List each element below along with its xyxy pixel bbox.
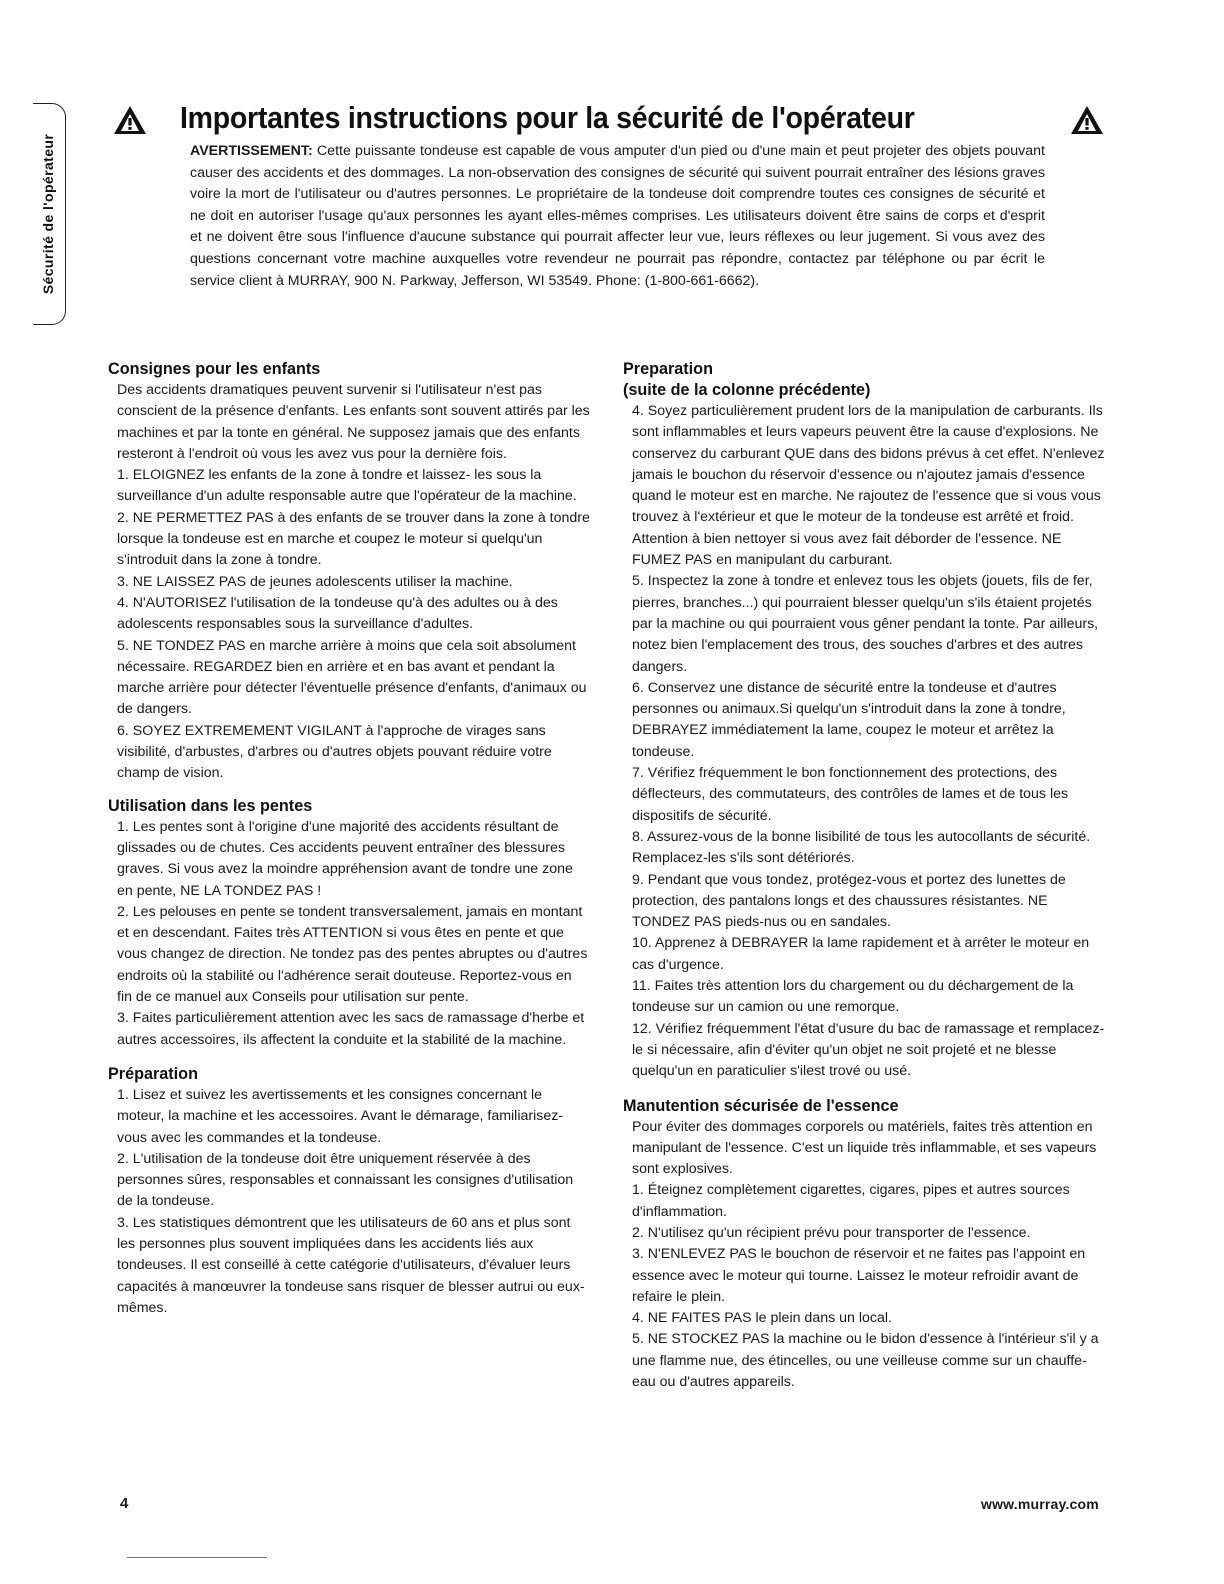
section-body-enfants xyxy=(108,380,590,785)
list-item: 4. N'AUTORISEZ l'utilisation de la tondeuse qu'à des adultes ou à des adolescents responsables sous la surveillance d'adultes. xyxy=(117,594,558,633)
list-item: 6. Conservez une distance de sécurité entre la tondeuse et d'autres personnes ou animaux.Si quelqu'un s'introduit dans la zone à tondre, DEBRAYEZ immédiatement la lame, coupez le moteur et arrêtez la tondeuse. xyxy=(632,679,1066,760)
bottom-rule xyxy=(127,1557,267,1558)
paragraph: Des accidents dramatiques peuvent survenir si l'utilisateur n'est pas conscient de la présence d'enfants. Les enfants sont souvent attirés par les machines et par la tonte en général. Ne supposez jamais que des enfants resteront à l'endroit où vous les avez vus pour la dernière fois. xyxy=(117,382,590,462)
list-item: 1. Les pentes sont à l'origine d'une majorité des accidents résultant de glissades ou de chutes. Ces accidents peuvent entraîner des blessures graves. Si vous avez la moindre appréhension avant de tondre une zone en pente, NE LA TONDEZ PAS ! xyxy=(117,818,573,899)
side-tab-label: Sécurité de l'opérateur xyxy=(40,133,57,295)
list-item: 12. Vérifiez fréquemment l'état d'usure du bac de ramassage et remplacez-le si nécessaire, afin d'éviter qu'un objet ne soit projeté et ne blesse quelqu'un en paraticulier s'ilest trové ou usé. xyxy=(632,1020,1105,1080)
page-number: 4 xyxy=(120,1495,129,1512)
section-subtitle-preparation-suite: (suite de la colonne précédente) xyxy=(623,381,871,399)
section-body-preparation-suite xyxy=(623,401,1105,1083)
list-item: 2. Les pelouses en pente se tondent transversalement, jamais en montant et en descendant. Faites très ATTENTION si vous êtes en pente et que vous changez de direction. Ne tondez pas des pentes abruptes ou d'autres endroits où la stabilité ou l'adhérence serait douteuse. Reportez-vous en fin de ce manuel aux Conseils pour utilisation sur pente. xyxy=(117,903,588,1006)
warning-label: AVERTISSEMENT: xyxy=(190,143,313,159)
list-item: 7. Vérifiez fréquemment le bon fonctionnement des protections, des déflecteurs, des commutateurs, des contrôles de lames et de tous les dispositifs de sécurité. xyxy=(632,765,1069,824)
list-item: 2. NE PERMETTEZ PAS à des enfants de se trouver dans la zone à tondre lorsque la tondeuse est en marche et coupez le moteur si quelqu'un s'introduit dans la zone à tondre. xyxy=(117,509,590,569)
list-item: 3. Faites particulièrement attention avec les sacs de ramassage d'herbe et autres accessoires, ils affectent la conduite et la stabilité de la machine. xyxy=(117,1010,585,1048)
section-title-preparation-suite: Preparation xyxy=(623,360,713,378)
section-body-preparation xyxy=(108,1085,590,1319)
section-title-essence: Manutention sécurisée de l'essence xyxy=(623,1096,899,1115)
section-body-essence xyxy=(623,1117,1105,1394)
page-title: Importantes instructions pour la sécurité de l'opérateur xyxy=(180,100,915,135)
list-item: 5. NE STOCKEZ PAS la machine ou le bidon d'essence à l'intérieur s'il y a une flamme nue, des étincelles, ou une veilleuse comme sur un chauffe-eau ou d'autres appareils. xyxy=(632,1331,1099,1391)
list-item: 5. NE TONDEZ PAS en marche arrière à moins que cela soit absolument nécessaire. REGARDEZ bien en arrière et en bas avant et pendant la marche arrière pour détecter l'éventuelle présence d'enfants, d'animaux ou de dangers. xyxy=(117,637,587,718)
section-title-enfants: Consignes pour les enfants xyxy=(108,360,321,378)
list-item: 1. ELOIGNEZ les enfants de la zone à tondre et laissez- les sous la surveillance d'un adulte responsable autre que l'opérateur de la machine. xyxy=(117,467,577,505)
section-body-pentes xyxy=(108,817,590,1051)
side-tab-label-wrap xyxy=(34,108,62,320)
list-item: 1. Lisez et suivez les avertissements et les consignes concernant le moteur, la machine et les accessoires. Avant le démarage, familiarisez-vous avec les commandes et la tondeuse. xyxy=(117,1086,564,1146)
paragraph: Pour éviter des dommages corporels ou matériels, faites très attention en manipulant de l'essence. C'est un liquide très inflammable, et ses vapeurs sont explosives. xyxy=(632,1118,1097,1178)
warning-triangle-icon xyxy=(113,105,147,135)
right-column xyxy=(623,359,1105,1393)
list-item: 5. Inspectez la zone à tondre et enlevez tous les objets (jouets, fils de fer, pierres, branches...) qui pourraient blesser quelqu'un s'ils étaient projetés par la machine ou qui pourraient vous gêner pendant la tonte. Par ailleurs, notez bien l'emplacement des trous, des souches d'arbres et des autres dangers. xyxy=(632,573,1099,675)
list-item: 3. Les statistiques démontrent que les utilisateurs de 60 ans et plus sont les personnes plus souvent impliquées dans les accidents liés aux tondeuses. Il est conseillé à cette catégorie d'utilisateurs, d'évaluer leurs capacités à manœuvrer la tondeuse sans risquer de blesser autrui ou eux-mêmes. xyxy=(117,1214,585,1316)
list-item: 3. N'ENLEVEZ PAS le bouchon de réservoir et ne faites pas l'appoint en essence avec le moteur qui tourne. Laissez le moteur refroidir avant de refaire le plein. xyxy=(632,1246,1086,1305)
warning-paragraph xyxy=(190,141,1045,292)
list-item: 2. L'utilisation de la tondeuse doit être uniquement réservée à des personnes sûres, responsables et connaissant les consignes d'utilisation de la tondeuse. xyxy=(117,1150,574,1210)
list-item: 11. Faites très attention lors du chargement ou du déchargement de la tondeuse sur un camion ou une remorque. xyxy=(632,978,1074,1016)
section-title-preparation: Préparation xyxy=(108,1064,198,1083)
list-item: 4. Soyez particulièrement prudent lors de la manipulation de carburants. Ils sont inflammables et leurs vapeurs peuvent être la cause d'explosions. Ne conservez du carburant QUE dans des bidons prévus à cet effet. N'enlevez jamais le bouchon du réservoir d'essence ou n'ajoutez jamais d'essence quand le moteur est en marche. Ne rajoutez de l'essence que si vous vous trouvez à l'extérieur et que le moteur de la tondeuse est arrêté et froid. Attention à bien nettoyer si vous avez fait déborder de l'essence. NE FUMEZ PAS en manipulant du carburant. xyxy=(632,403,1105,569)
website-link[interactable]: www.murray.com xyxy=(981,1496,1099,1512)
list-item: 6. SOYEZ EXTREMEMENT VIGILANT à l'approche de virages sans visibilité, d'arbustes, d'arbres ou d'autres objets pouvant réduire votre champ de vision. xyxy=(117,722,552,782)
left-column xyxy=(108,359,590,1319)
list-item: 4. NE FAITES PAS le plein dans un local. xyxy=(632,1310,892,1327)
list-item: 2. N'utilisez qu'un récipient prévu pour transporter de l'essence. xyxy=(632,1224,1031,1241)
warning-triangle-icon xyxy=(1070,105,1104,135)
list-item: 3. NE LAISSEZ PAS de jeunes adolescents utiliser la machine. xyxy=(117,573,513,590)
warning-text: Cette puissante tondeuse est capable de vous amputer d'un pied ou d'une main et peut projeter des objets pouvant causer des accidents et des dommages. La non-observation des consignes de sécurité qui suivent pourrait entraîner des lésions graves voire la mort de l'utilisateur ou d'autres personnes. Le propriétaire de la tondeuse doit comprendre toutes ces consignes de sécurité et ne doit en autoriser l'usage qu'aux personnes les ayant elles-mêmes comprises. Les utilisateurs doivent être sains de corps et d'esprit et ne doivent être sous l'influence d'aucune substance qui pourrait affecter leur vue, leurs réflexes ou leur jugement. Si vous avez des questions concernant votre machine auxquelles votre revendeur ne pourrait pas répondre, contactez par téléphone ou par écrit le service client à MURRAY, 900 N. Parkway, Jefferson, WI 53549. Phone: (1-800-661-6662). xyxy=(190,143,1045,289)
list-item: 9. Pendant que vous tondez, protégez-vous et portez des lunettes de protection, des pantalons longs et des chaussures résistantes. NE TONDEZ PAS pieds-nus ou en sandales. xyxy=(632,871,1066,931)
section-title-pentes: Utilisation dans les pentes xyxy=(108,796,313,815)
list-item: 10. Apprenez à DEBRAYER la lame rapidement et à arrêter le moteur en cas d'urgence. xyxy=(632,935,1090,973)
list-item: 1. Éteignez complètement cigarettes, cigares, pipes et autres sources d'inflammation. xyxy=(632,1182,1070,1220)
list-item: 8. Assurez-vous de la bonne lisibilité de tous les autocollants de sécurité. Remplacez-les s'ils sont détériorés. xyxy=(632,828,1091,867)
